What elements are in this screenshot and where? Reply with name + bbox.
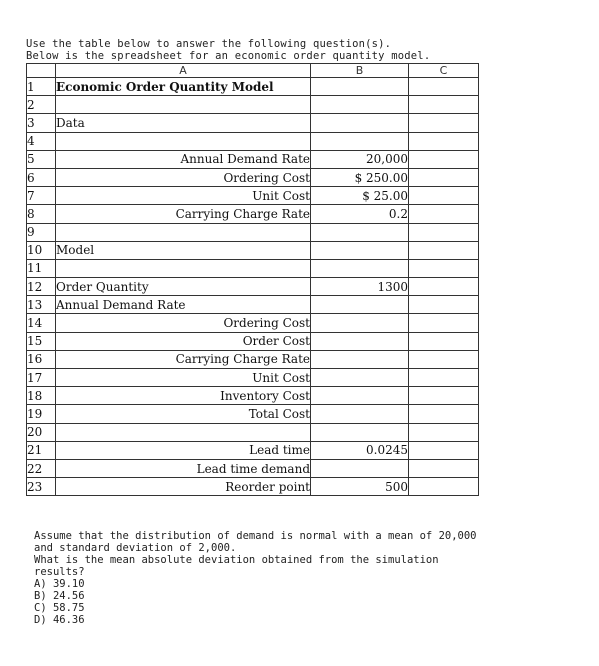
sheet-row-7: [27, 187, 479, 205]
column-header-a: A: [56, 64, 311, 78]
sheet-row-12: [27, 278, 479, 296]
cell-a7-label: Unit Cost: [56, 187, 311, 205]
cell-b9: [311, 223, 409, 241]
cell-a21-label: Lead time: [56, 441, 311, 459]
cell-b17: [311, 369, 409, 387]
cell-a8-label: Carrying Charge Rate: [56, 205, 311, 223]
cell-b15: [311, 332, 409, 350]
cell-c14: [409, 314, 479, 332]
cell-b7-value: $ 25.00: [311, 187, 409, 205]
row-number: 17: [27, 369, 56, 387]
column-header-b: B: [311, 64, 409, 78]
question-line-3: What is the mean absolute deviation obtained from the simulation: [34, 554, 439, 566]
sheet-row-11: [27, 259, 479, 277]
row-number: 21: [27, 441, 56, 459]
cell-c13: [409, 296, 479, 314]
cell-c3: [409, 114, 479, 132]
cell-c8: [409, 205, 479, 223]
cell-a15-label: Order Cost: [56, 332, 311, 350]
sheet-row-1: [27, 78, 479, 96]
cell-b6-value: $ 250.00: [311, 168, 409, 186]
sheet-row-17: [27, 369, 479, 387]
sheet-row-10: [27, 241, 479, 259]
row-number: 10: [27, 241, 56, 259]
cell-a4: [56, 132, 311, 150]
sheet-row-2: [27, 96, 479, 114]
cell-b19: [311, 405, 409, 423]
row-number: 12: [27, 278, 56, 296]
row-number: 23: [27, 478, 56, 496]
question-line-2: and standard deviation of 2,000.: [34, 542, 237, 554]
row-number: 16: [27, 350, 56, 368]
column-header-c: C: [409, 64, 479, 78]
cell-b22: [311, 459, 409, 477]
question-block: [34, 530, 574, 626]
row-number: 1: [27, 78, 56, 96]
cell-c18: [409, 387, 479, 405]
sheet-row-22: [27, 459, 479, 477]
sheet-row-21: [27, 441, 479, 459]
cell-c20: [409, 423, 479, 441]
cell-c6: [409, 168, 479, 186]
cell-b23-value: 500: [311, 478, 409, 496]
option-a: A) 39.10: [34, 578, 85, 590]
cell-c10: [409, 241, 479, 259]
cell-b4: [311, 132, 409, 150]
sheet-row-20: [27, 423, 479, 441]
cell-b3: [311, 114, 409, 132]
cell-a16-label: Carrying Charge Rate: [56, 350, 311, 368]
cell-b20: [311, 423, 409, 441]
intro-line-2: Below is the spreadsheet for an economic order quantity model.: [26, 50, 431, 62]
row-number: 3: [27, 114, 56, 132]
row-number: 8: [27, 205, 56, 223]
cell-b21-value: 0.0245: [311, 441, 409, 459]
row-number: 22: [27, 459, 56, 477]
sheet-row-14: [27, 314, 479, 332]
cell-c21: [409, 441, 479, 459]
option-c: C) 58.75: [34, 602, 85, 614]
cell-b1: [311, 78, 409, 96]
row-number: 6: [27, 168, 56, 186]
cell-a17-label: Unit Cost: [56, 369, 311, 387]
cell-a6-label: Ordering Cost: [56, 168, 311, 186]
cell-c5: [409, 150, 479, 168]
column-header-row: [27, 64, 479, 78]
cell-c19: [409, 405, 479, 423]
cell-c16: [409, 350, 479, 368]
cell-a11: [56, 259, 311, 277]
cell-b14: [311, 314, 409, 332]
row-number: 2: [27, 96, 56, 114]
cell-b2: [311, 96, 409, 114]
sheet-row-3: [27, 114, 479, 132]
cell-b13: [311, 296, 409, 314]
cell-a19-label: Total Cost: [56, 405, 311, 423]
cell-c1: [409, 78, 479, 96]
cell-b16: [311, 350, 409, 368]
corner-cell: [27, 64, 56, 78]
row-number: 18: [27, 387, 56, 405]
cell-a18-label: Inventory Cost: [56, 387, 311, 405]
sheet-row-13: [27, 296, 479, 314]
cell-a9: [56, 223, 311, 241]
cell-a23-label: Reorder point: [56, 478, 311, 496]
sheet-row-8: [27, 205, 479, 223]
row-number: 5: [27, 150, 56, 168]
cell-c22: [409, 459, 479, 477]
spreadsheet: [26, 63, 479, 496]
row-number: 9: [27, 223, 56, 241]
sheet-row-16: [27, 350, 479, 368]
cell-b18: [311, 387, 409, 405]
row-number: 11: [27, 259, 56, 277]
cell-a3-data-heading: Data: [56, 114, 311, 132]
cell-b11: [311, 259, 409, 277]
intro-line-1: Use the table below to answer the following question(s).: [26, 38, 392, 50]
sheet-row-19: [27, 405, 479, 423]
cell-a1-title: Economic Order Quantity Model: [56, 78, 311, 96]
cell-c15: [409, 332, 479, 350]
sheet-row-4: [27, 132, 479, 150]
cell-a10-model-heading: Model: [56, 241, 311, 259]
cell-c4: [409, 132, 479, 150]
cell-a13-label: Annual Demand Rate: [56, 296, 311, 314]
cell-a12-label: Order Quantity: [56, 278, 311, 296]
cell-b10: [311, 241, 409, 259]
sheet-row-23: [27, 478, 479, 496]
sheet-row-15: [27, 332, 479, 350]
cell-c12: [409, 278, 479, 296]
cell-b5-value: 20,000: [311, 150, 409, 168]
cell-c2: [409, 96, 479, 114]
sheet-row-6: [27, 168, 479, 186]
row-number: 13: [27, 296, 56, 314]
cell-b12-value: 1300: [311, 278, 409, 296]
row-number: 15: [27, 332, 56, 350]
spreadsheet-grid: [26, 63, 479, 496]
question-line-1: Assume that the distribution of demand is normal with a mean of 20,000: [34, 530, 477, 542]
cell-a14-label: Ordering Cost: [56, 314, 311, 332]
cell-c23: [409, 478, 479, 496]
row-number: 19: [27, 405, 56, 423]
row-number: 4: [27, 132, 56, 150]
cell-c9: [409, 223, 479, 241]
cell-c17: [409, 369, 479, 387]
option-b: B) 24.56: [34, 590, 85, 602]
sheet-row-5: [27, 150, 479, 168]
row-number: 20: [27, 423, 56, 441]
row-number: 14: [27, 314, 56, 332]
sheet-row-9: [27, 223, 479, 241]
cell-a20: [56, 423, 311, 441]
cell-c11: [409, 259, 479, 277]
cell-a2: [56, 96, 311, 114]
sheet-row-18: [27, 387, 479, 405]
option-d: D) 46.36: [34, 614, 85, 626]
cell-a5-label: Annual Demand Rate: [56, 150, 311, 168]
cell-a22-label: Lead time demand: [56, 459, 311, 477]
question-line-4: results?: [34, 566, 85, 578]
row-number: 7: [27, 187, 56, 205]
cell-b8-value: 0.2: [311, 205, 409, 223]
cell-c7: [409, 187, 479, 205]
